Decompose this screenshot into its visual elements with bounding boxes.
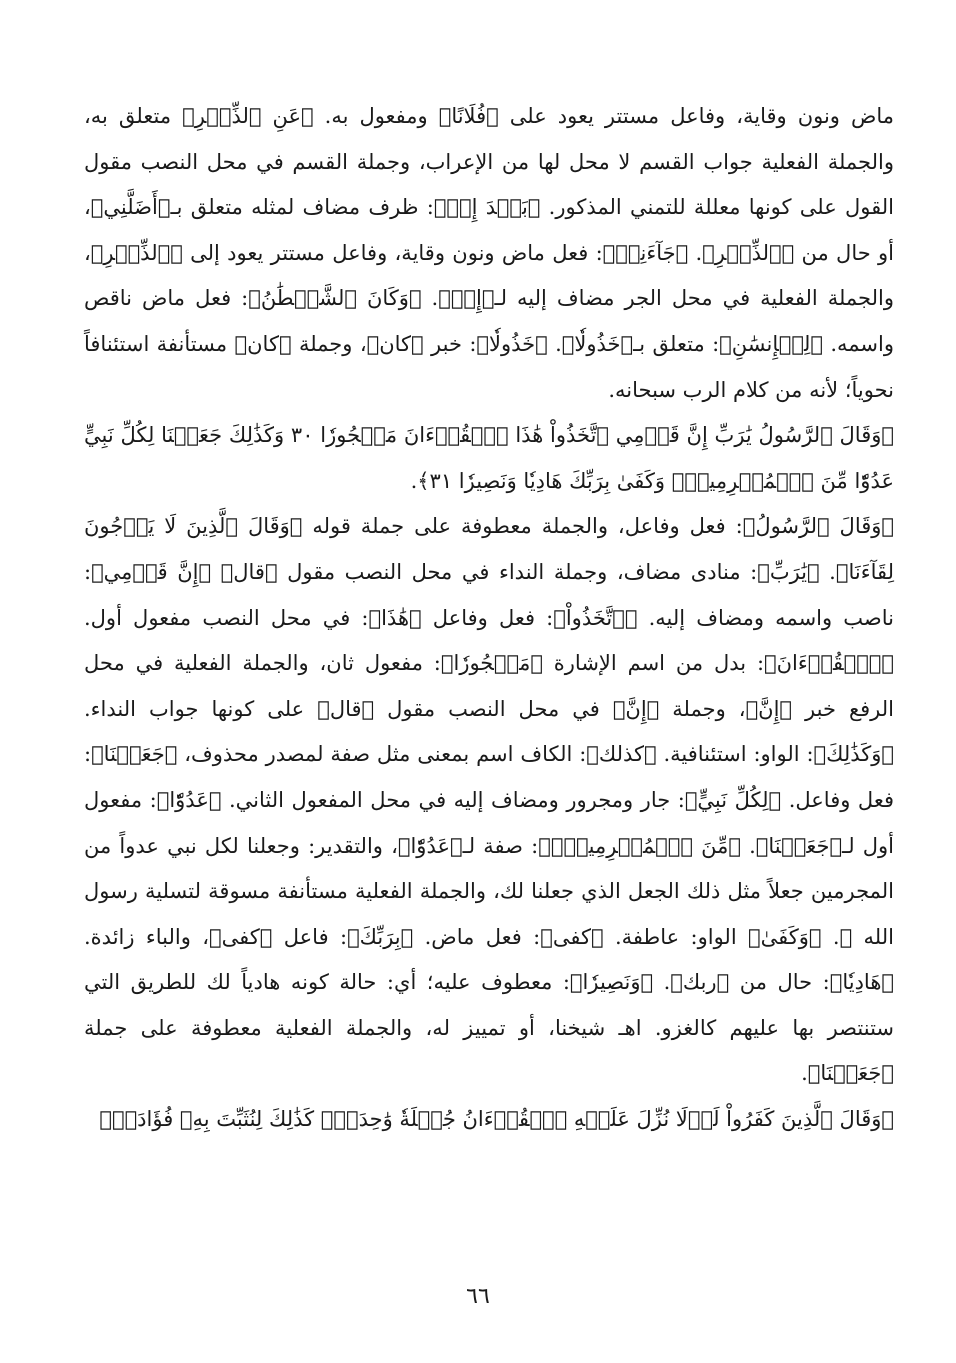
paragraph-irab-1: ماض ونون وقاية، وفاعل مستتر يعود على ﴿فُلَانًا﴾ ومفعول به. ﴿عَنِ ٱلذِّكۡرِ﴾ متعلق به، والجملة الفعلية جواب القسم لا محل لها من الإعراب، وجملة القسم في محل النصب مقول القول على كونها معللة للتمني المذكور. ﴿بَعۡدَ إِذۡ﴾: ظرف مضاف لمثله متعلق بـ﴿أَضَلَّنِي﴾، أو حال من ﴿ٱلذِّكۡرِ﴾. ﴿جَآءَنِيۗ﴾: فعل ماض ونون وقاية، وفاعل مستتر يعود إلى ﴿ٱلذِّكۡرِ﴾، والجملة الفعلية في محل الجر مضاف إليه لـ﴿إِذۡ﴾. ﴿وَكَانَ ٱلشَّيۡطَٰنُ﴾: فعل ماض ناقص واسمه. ﴿لِلۡإِنسَٰنِ﴾: متعلق بـ﴿خَذُولٗا﴾. ﴿خَذُولٗا﴾: خبر ﴿كان﴾، وجملة ﴿كان﴾ مستأنفة استئنافاً نحوياً؛ لأنه من كلام الرب سبحانه.: [84, 104, 894, 402]
page-number: ٦٦: [466, 1284, 490, 1309]
quran-verse-32: ﴿وَقَالَ ٱلَّذِينَ كَفَرُواْ لَوۡلَا نُزِّلَ عَلَيۡهِ ٱلۡقُرۡءَانُ جُمۡلَةٗ وَٰحِدَةٗۚ كَذَٰلِكَ لِنُثَبِّتَ بِهِۦ فُؤَادَكَۖ: [99, 1107, 894, 1132]
quran-verse-30-31: ﴿وَقَالَ ٱلرَّسُولُ يَٰرَبِّ إِنَّ قَوۡمِي ٱتَّخَذُواْ هَٰذَا ٱلۡقُرۡءَانَ مَهۡجُورٗا ٣٠ وَكَذَٰلِكَ جَعَلۡنَا لِكُلِّ نَبِيٍّ عَدُوّٗا مِّنَ ٱلۡمُجۡرِمِينَۗ وَكَفَىٰ بِرَبِّكَ هَادِيٗا وَنَصِيرٗا ٣١﴾.: [84, 423, 894, 493]
paragraph-irab-2: ﴿وَقَالَ ٱلرَّسُولُ﴾: فعل وفاعل، والجملة معطوفة على جملة قوله ﴿وَقَالَ ٱلَّذِينَ لَا يَرۡجُونَ لِقَآءَنَا﴾. ﴿يَٰرَبِّ﴾: منادى مضاف، وجملة النداء في محل النصب مقول ﴿قال﴾ ﴿إِنَّ قَوۡمِي﴾: ناصب واسمه ومضاف إليه. ﴿ٱتَّخَذُواْ﴾: فعل وفاعل ﴿هَٰذَا﴾: في محل النصب مفعول أول. ﴿ٱلۡقُرۡءَانَ﴾: بدل من اسم الإشارة ﴿مَهۡجُورٗا﴾: مفعول ثان، والجملة الفعلية في محل الرفع خبر ﴿إِنَّ﴾، وجملة ﴿إِنَّ﴾ في محل النصب مقول ﴿قال﴾ على كونها جواب النداء. ﴿وَكَذَٰلِكَ﴾: الواو: استئنافية. ﴿كذلك﴾: الكاف اسم بمعنى مثل صفة لمصدر محذوف، ﴿جَعَلۡنَا﴾: فعل وفاعل. ﴿لِكُلِّ نَبِيٍّ﴾: جار ومجرور ومضاف إليه في محل المفعول الثاني. ﴿عَدُوّٗا﴾: مفعول أول لـ﴿جَعَلۡنَا﴾. ﴿مِّنَ ٱلۡمُجۡرِمِينَۗ﴾: صفة لـ﴿عَدُوّٗا﴾، والتقدير: وجعلنا لكل نبي عدواً من المجرمين جعلاً مثل ذلك الجعل الذي جعلنا لك، والجملة الفعلية مستأنفة مسوقة لتسلية رسول الله ﷺ. ﴿وَكَفَىٰ﴾ الواو: عاطفة. ﴿كفى﴾: فعل ماض. ﴿بِرَبِّكَ﴾: فاعل ﴿كفى﴾، والباء زائدة. ﴿هَادِيٗا﴾: حال من ﴿ربك﴾. ﴿وَنَصِيرٗا﴾: معطوف عليه؛ أي: حالة كونه هادياً لك للطريق التي ستنتصر بها عليهم كالغزو. اهـ شيخنا، أو تمييز له، والجملة الفعلية معطوفة على جملة ﴿جَعَلۡنَا﴾.: [84, 514, 895, 1086]
page-body: [84, 94, 894, 1254]
